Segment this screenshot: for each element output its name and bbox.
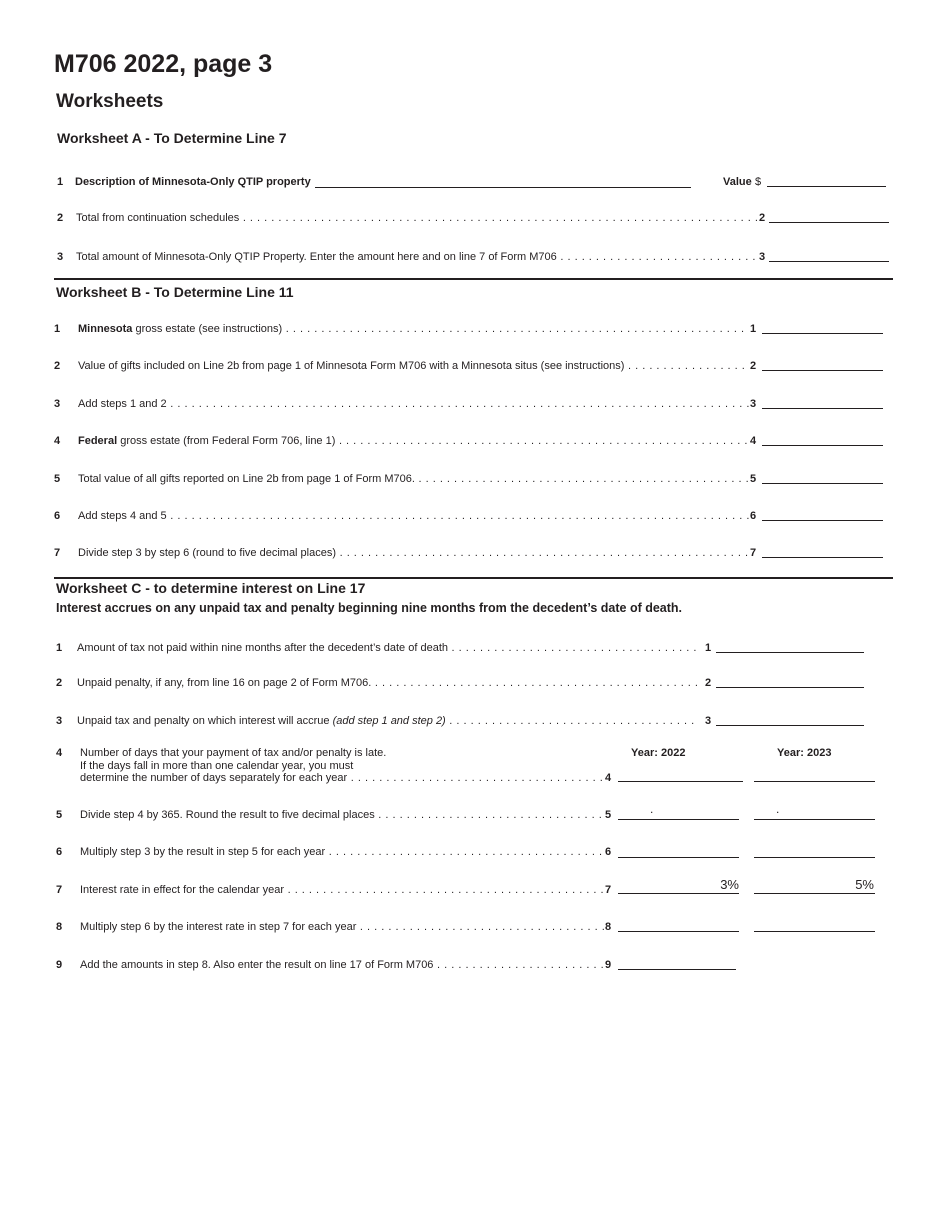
worksheet-b-line4-bold: Federal <box>78 435 118 447</box>
worksheet-b-line7-number: 7 <box>54 547 61 559</box>
worksheet-b-line5-ref: 5 <box>750 473 757 485</box>
worksheet-c-line6-number: 6 <box>56 846 63 858</box>
worksheet-c-line4-text1: Number of days that your payment of tax and/or penalty is late. <box>80 747 387 759</box>
worksheet-a-line1-label: Description of Minnesota-Only QTIP property <box>75 176 311 188</box>
ratio-2023-field[interactable] <box>754 804 875 820</box>
rate-2023-value: 5% <box>855 877 874 892</box>
worksheet-c-line5-number: 5 <box>56 809 63 821</box>
interest-2022-field[interactable] <box>618 916 739 932</box>
days-late-2023-field[interactable] <box>754 766 875 782</box>
worksheet-a-title: Worksheet A - To Determine Line 7 <box>57 130 287 146</box>
worksheet-b-line2-number: 2 <box>54 360 61 372</box>
worksheet-b-line4-field[interactable] <box>762 430 883 446</box>
worksheet-c-line3-number: 3 <box>56 715 63 727</box>
worksheet-c-line7-ref: 7 <box>605 884 612 896</box>
worksheet-b-line4-ref: 4 <box>750 435 757 447</box>
worksheet-a-line3-label: Total amount of Minnesota-Only QTIP Property. Enter the amount here and on line 7 of Form M706 . . . <box>76 249 758 265</box>
worksheet-c-line3-label <box>77 713 697 729</box>
ratio-2022-field[interactable] <box>618 804 739 820</box>
worksheet-c-line4-text2: If the days fall in more than one calendar year, you must <box>80 760 354 772</box>
worksheet-b-line4-label <box>78 433 749 449</box>
worksheet-b-line1-label <box>78 321 749 337</box>
year-2023-header: Year: 2023 <box>777 747 832 759</box>
worksheet-b-line5-label: Total value of all gifts reported on Line 2b from page 1 of Form M706. . . . <box>78 471 749 487</box>
worksheet-a-line3-number: 3 <box>57 251 64 263</box>
rate-2022-value: 3% <box>720 877 739 892</box>
section-divider <box>54 577 893 579</box>
worksheet-b-line1-field[interactable] <box>762 318 883 334</box>
worksheet-c-line4-ref: 4 <box>605 772 612 784</box>
worksheet-c-line1-ref: 1 <box>705 642 712 654</box>
page-title: M706 2022, page 3 <box>54 50 273 78</box>
worksheet-a-line1-number: 1 <box>57 176 64 188</box>
worksheet-b-line6-field[interactable] <box>762 505 883 521</box>
worksheet-c-line3-italic: (add step 1 and step 2) <box>332 715 446 727</box>
total-interest-field[interactable] <box>618 954 736 970</box>
worksheet-b-line7-label: Divide step 3 by step 6 (round to five decimal places) . . . <box>78 545 749 561</box>
worksheet-a-line2-field[interactable] <box>769 207 889 223</box>
worksheet-b-line7-ref: 7 <box>750 547 757 559</box>
worksheet-c-line3-ref: 3 <box>705 715 712 727</box>
interest-2023-field[interactable] <box>754 916 875 932</box>
worksheet-b-title: Worksheet B - To Determine Line 11 <box>56 284 294 300</box>
currency-symbol: $ <box>755 176 762 188</box>
worksheet-b-line1-ref: 1 <box>750 323 757 335</box>
worksheet-c-line6-ref: 6 <box>605 846 612 858</box>
section-divider <box>54 278 893 280</box>
worksheet-c-line2-number: 2 <box>56 677 63 689</box>
worksheet-c-note: Interest accrues on any unpaid tax and penalty beginning nine months from the decedent’s date of death. <box>56 601 683 615</box>
worksheet-c-line2-ref: 2 <box>705 677 712 689</box>
decimal-point-2022: . <box>650 802 654 816</box>
worksheet-c-line9-number: 9 <box>56 959 63 971</box>
worksheet-c-line6-label: Multiply step 3 by the result in step 5 for each year . . . <box>80 844 604 860</box>
worksheet-b-line1-text: gross estate (see instructions) <box>132 323 283 335</box>
value-label: Value <box>723 176 752 188</box>
worksheet-b-line3-ref: 3 <box>750 398 757 410</box>
worksheet-c-line1-field[interactable] <box>716 637 864 653</box>
days-late-2022-field[interactable] <box>618 766 743 782</box>
worksheet-c-line3-field[interactable] <box>716 710 864 726</box>
year-2022-header: Year: 2022 <box>631 747 686 759</box>
worksheet-b-line6-number: 6 <box>54 510 61 522</box>
worksheet-c-line5-label: Divide step 4 by 365. Round the result to five decimal places . . . <box>80 807 604 823</box>
worksheet-b-line3-number: 3 <box>54 398 61 410</box>
worksheet-c-title: Worksheet C - to determine interest on Line 17 <box>56 580 366 596</box>
worksheet-b-line4-text: gross estate (from Federal Form 706, line 1) <box>117 435 336 447</box>
product-2022-field[interactable] <box>618 842 739 858</box>
worksheet-b-line3-label: Add steps 1 and 2 . . . <box>78 396 749 412</box>
worksheet-c-line5-ref: 5 <box>605 809 612 821</box>
worksheet-c-line8-number: 8 <box>56 921 63 933</box>
qtip-value-field[interactable] <box>767 171 886 187</box>
worksheet-c-line1-label: Amount of tax not paid within nine months after the decedent’s date of death . . . <box>77 640 697 656</box>
worksheet-c-line7-number: 7 <box>56 884 63 896</box>
product-2023-field[interactable] <box>754 842 875 858</box>
worksheet-b-line2-ref: 2 <box>750 360 757 372</box>
worksheet-c-line4-text3: determine the number of days separately for each year . . . <box>80 770 604 786</box>
worksheet-b-line7-field[interactable] <box>762 542 883 558</box>
worksheet-c-line9-label: Add the amounts in step 8. Also enter the result on line 17 of Form M706 . . . <box>80 957 604 973</box>
worksheet-c-line8-label: Multiply step 6 by the interest rate in step 7 for each year . . . <box>80 919 604 935</box>
worksheet-a-line2-label: Total from continuation schedules . . . <box>76 210 758 226</box>
worksheet-b-line4-number: 4 <box>54 435 61 447</box>
worksheet-c-line2-field[interactable] <box>716 672 864 688</box>
worksheet-b-line1-number: 1 <box>54 323 61 335</box>
worksheet-a-line3-ref: 3 <box>759 251 766 263</box>
worksheet-b-line5-number: 5 <box>54 473 61 485</box>
qtip-description-field[interactable] <box>315 172 691 188</box>
worksheet-a-line2-ref: 2 <box>759 212 766 224</box>
worksheet-b-line6-label: Add steps 4 and 5 . . . <box>78 508 749 524</box>
decimal-point-2023: . <box>776 802 780 816</box>
worksheet-b-line2-field[interactable] <box>762 355 883 371</box>
worksheet-b-line6-ref: 6 <box>750 510 757 522</box>
worksheet-b-line1-bold: Minnesota <box>78 323 133 335</box>
worksheet-b-line2-label: Value of gifts included on Line 2b from page 1 of Minnesota Form M706 with a Minnesota situs (see instructions) . . . <box>78 358 749 374</box>
worksheet-b-line3-field[interactable] <box>762 393 883 409</box>
worksheet-c-line9-ref: 9 <box>605 959 612 971</box>
worksheet-c-line7-label: Interest rate in effect for the calendar year . . . <box>80 882 604 898</box>
worksheet-a-line3-field[interactable] <box>769 246 889 262</box>
worksheet-b-line5-field[interactable] <box>762 468 883 484</box>
worksheet-c-line3-text: Unpaid tax and penalty on which interest will accrue <box>77 715 333 727</box>
worksheet-c-line2-label: Unpaid penalty, if any, from line 16 on page 2 of Form M706. . . . <box>77 675 697 691</box>
worksheet-c-line1-number: 1 <box>56 642 63 654</box>
section-title: Worksheets <box>56 91 164 112</box>
worksheet-a-line2-number: 2 <box>57 212 64 224</box>
worksheet-c-line8-ref: 8 <box>605 921 612 933</box>
worksheet-c-line4-number: 4 <box>56 747 63 759</box>
